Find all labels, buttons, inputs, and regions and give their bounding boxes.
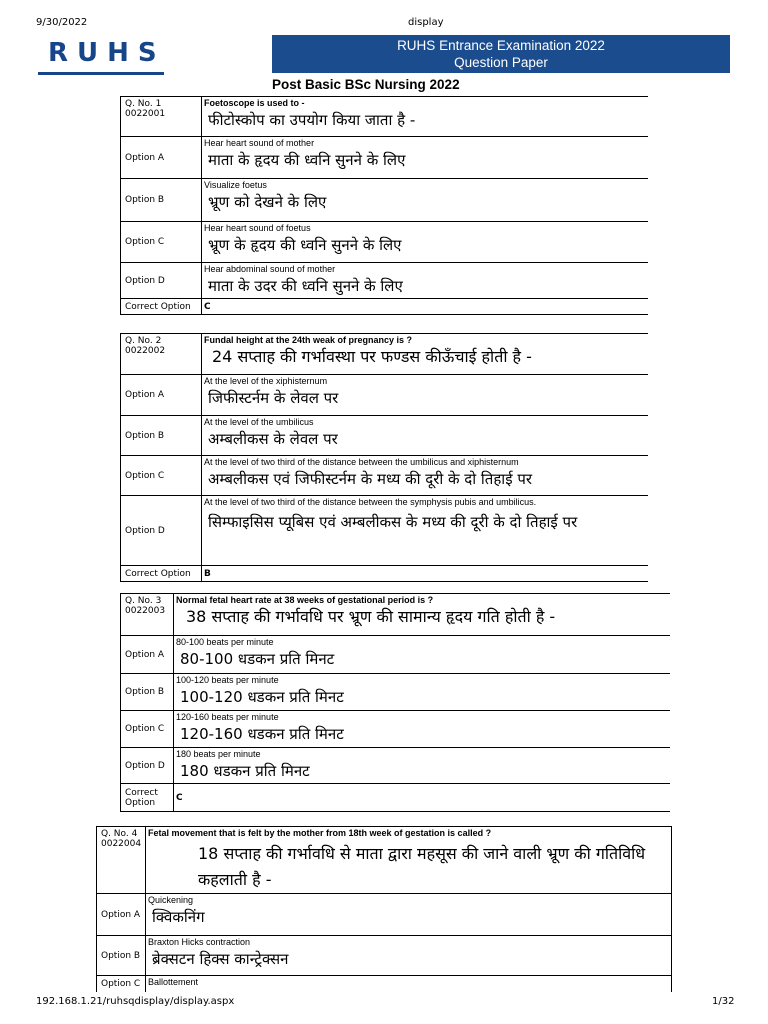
option-c: At the level of two third of the distance between the umbilicus and xiphisternum अम्बलीकस एवं जिफीस्टर्नम के मध्य की दूरी के दो तिहाई पर [202,456,649,496]
option-label: Option C [121,222,202,263]
question-number: Q. No. 1 0022001 [121,97,202,137]
option-label: Option A [97,894,146,936]
option-d: At the level of two third of the distance between the symphysis pubis and umbilicus. सिम्फाइसिस प्यूबिस एवं अम्बलीकस के मध्य की दूरी के दो तिहाई पर [202,496,649,566]
option-b: Braxton Hicks contraction ब्रेक्सटन हिक्स कान्ट्रेक्सन [146,936,672,976]
correct-option-value: C [174,784,671,812]
option-label: Option D [121,263,202,299]
option-d: 180 beats per minute 180 धडकन प्रति मिनट [174,748,671,784]
paper-title: Post Basic BSc Nursing 2022 [272,77,460,92]
question-number: Q. No. 3 0022003 [121,594,174,636]
option-c: 120-160 beats per minute 120-160 धडकन प्रति मिनट [174,711,671,748]
correct-option-label: Correct Option [121,299,202,315]
option-b: 100-120 beats per minute 100-120 धडकन प्रति मिनट [174,674,671,711]
print-doc-title: display [408,17,444,28]
option-label: Option D [121,748,174,784]
option-label: Option B [121,674,174,711]
option-c: Ballottement [146,976,672,992]
option-d: Hear abdominal sound of mother माता के उदर की ध्वनि सुनने के लिए [202,263,649,299]
option-label: Option A [121,375,202,416]
question-number: Q. No. 4 0022004 [97,827,146,894]
exam-banner [272,35,730,73]
question-number: Q. No. 2 0022002 [121,334,202,375]
correct-option-value: C [202,299,649,315]
option-a: Quickening क्विकनिंग [146,894,672,936]
page-url: 192.168.1.21/ruhsqdisplay/display.aspx [36,996,235,1007]
option-a: 80-100 beats per minute 80-100 धडकन प्रति मिनट [174,636,671,674]
banner-title: RUHS Entrance Examination 2022 [397,38,605,53]
correct-option-label: Correct Option [121,784,174,812]
option-label: Option B [97,936,146,976]
option-a: At the level of the xiphisternum जिफीस्टर्नम के लेवल पर [202,375,649,416]
ruhs-logo: RUHS [48,38,166,68]
question-3 [120,593,670,812]
option-b: Visualize foetus भ्रूण को देखने के लिए [202,179,649,222]
option-c: Hear heart sound of foetus भ्रूण के हृदय की ध्वनि सुनने के लिए [202,222,649,263]
logo-underline [38,72,164,75]
banner-subtitle: Question Paper [454,55,548,70]
correct-option-value: B [202,566,649,582]
correct-option-label: Correct Option [121,566,202,582]
question-text: Foetoscope is used to - फीटोस्कोप का उपयोग किया जाता है - [202,97,649,137]
question-4 [96,826,672,992]
option-label: Option B [121,416,202,456]
question-2 [120,333,648,582]
option-label: Option C [121,711,174,748]
option-label: Option A [121,137,202,179]
option-label: Option C [121,456,202,496]
question-text: Fundal height at the 24th weak of pregnancy is ? 24 सप्ताह की गर्भावस्था पर फण्डस कीऊँचाई होती है - [202,334,649,375]
option-b: At the level of the umbilicus अम्बलीकस के लेवल पर [202,416,649,456]
question-1 [120,96,648,315]
option-a: Hear heart sound of mother माता के हृदय की ध्वनि सुनने के लिए [202,137,649,179]
option-label: Option D [121,496,202,566]
option-label: Option B [121,179,202,222]
print-date: 9/30/2022 [36,17,88,28]
question-text: Normal fetal heart rate at 38 weeks of gestational period is ? 38 सप्ताह की गर्भावधि पर भ्रूण की सामान्य हृदय गति होती है - [174,594,671,636]
option-label: Option A [121,636,174,674]
page-number: 1/32 [712,996,735,1007]
option-label: Option C [97,976,146,992]
question-text: Fetal movement that is felt by the mother from 18th week of gestation is called ? 18 सप्ताह की गर्भावधि से माता द्वारा महसूस की जाने वाली भ्रूण की गतिविधि कहलाती है - [146,827,672,894]
